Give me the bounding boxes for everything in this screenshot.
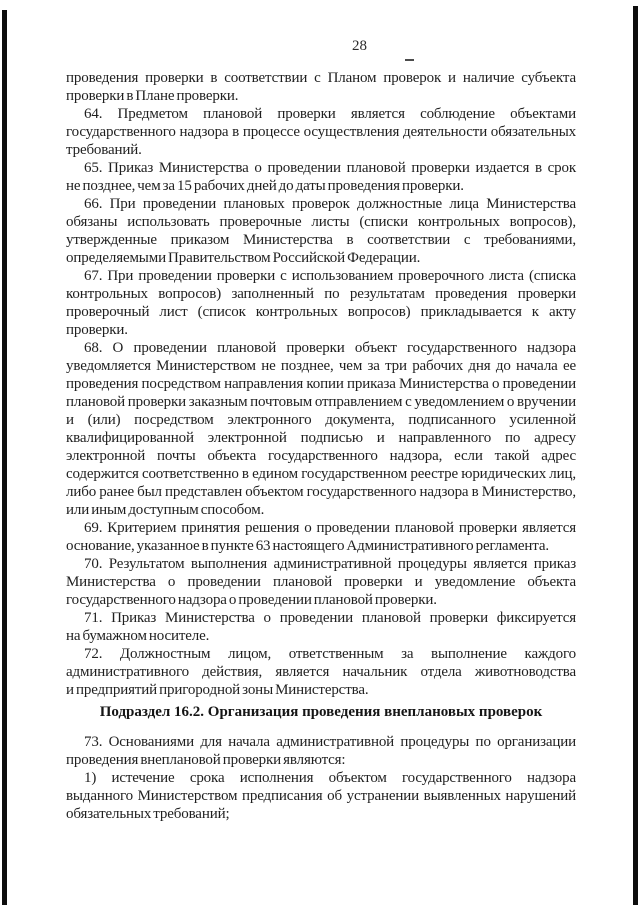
text-line: уведомляется Министерством не позднее, чем за три рабочих дня до начала ее bbox=[66, 358, 576, 374]
text-line: контрольных вопросов) заполненный по результатам проведения проверки bbox=[66, 286, 576, 302]
text-line: и предприятий пригородной зоны Министерства. bbox=[66, 682, 369, 698]
text-line: требований. bbox=[66, 142, 142, 158]
text-line: обязаны использовать проверочные листы (списки контрольных вопросов), bbox=[66, 214, 576, 230]
text-line: и (или) посредством электронного документа, подписанного усиленной bbox=[66, 412, 576, 428]
text-line: 72. Должностным лицом, ответственным за выполнение каждого bbox=[84, 646, 576, 662]
text-line: 65. Приказ Министерства о проведении плановой проверки издается в срок bbox=[84, 160, 576, 176]
text-line: 71. Приказ Министерства о проведении плановой проверки фиксируется bbox=[84, 610, 576, 626]
text-line: выданного Министерством предписания об устранении выявленных нарушений bbox=[66, 788, 576, 804]
text-line: государственного надзора о проведении плановой проверки. bbox=[66, 592, 437, 608]
scan-edge-right bbox=[633, 6, 638, 905]
text-line: проверки в Плане проверки. bbox=[66, 88, 239, 104]
text-line: 64. Предметом плановой проверки является соблюдение объектами bbox=[84, 106, 576, 122]
text-line: обязательных требований; bbox=[66, 806, 230, 822]
text-line: проведения посредством направления копии приказа Министерства о проведении bbox=[66, 376, 576, 392]
text-line: или иным доступным способом. bbox=[66, 502, 265, 518]
text-line: 68. О проведении плановой проверки объект государственного надзора bbox=[84, 340, 576, 356]
text-line: квалифицированной электронной подписью и направленного по адресу bbox=[66, 430, 576, 446]
text-line: 67. При проведении проверки с использованием проверочного листа (списка bbox=[84, 268, 576, 284]
text-line: административного действия, является начальник отдела животноводства bbox=[66, 664, 576, 680]
page-number: 28 bbox=[352, 38, 367, 54]
text-line: 1) истечение срока исполнения объектом государственного надзора bbox=[84, 770, 576, 786]
scan-artifact-dash bbox=[405, 59, 414, 61]
text-line: содержится соответственно в едином государственном реестре юридических лиц, bbox=[66, 466, 576, 482]
text-line: утвержденные приказом Министерства в соответствии с требованиями, bbox=[66, 232, 576, 248]
text-line: 69. Критерием принятия решения о проведении плановой проверки является bbox=[84, 520, 576, 536]
text-line: определяемыми Правительством Российской Федерации. bbox=[66, 250, 421, 266]
text-line: проведения проверки в соответствии с Планом проверок и наличие субъекта bbox=[66, 70, 576, 86]
text-line: Министерства о проведении плановой проверки и уведомление объекта bbox=[66, 574, 576, 590]
scan-edge-left bbox=[2, 10, 7, 905]
document-content bbox=[66, 69, 576, 823]
text-line: либо ранее был представлен объектом государственного надзора в Министерство, bbox=[66, 484, 576, 500]
text-line: проведения внеплановой проверки являются: bbox=[66, 752, 346, 768]
text-line: государственного надзора в процессе осуществления деятельности обязательных bbox=[66, 124, 576, 140]
text-line: проверки. bbox=[66, 322, 128, 338]
text-line: электронной почты объекта государственного надзора, если такой адрес bbox=[66, 448, 576, 464]
text-line: 66. При проведении плановых проверок должностные лица Министерства bbox=[84, 196, 576, 212]
text-line: не позднее, чем за 15 рабочих дней до даты проведения проверки. bbox=[66, 178, 464, 194]
text-line: 70. Результатом выполнения административной процедуры является приказ bbox=[84, 556, 576, 572]
text-line: на бумажном носителе. bbox=[66, 628, 210, 644]
text-line: 73. Основаниями для начала административной процедуры по организации bbox=[84, 734, 576, 750]
text-line: основание, указанное в пункте 63 настоящего Административного регламента. bbox=[66, 538, 549, 554]
text-line: плановой проверки заказным почтовым отправлением с уведомлением о вручении bbox=[66, 394, 576, 410]
text-line: проверочный лист (список контрольных вопросов) прикладывается к акту bbox=[66, 304, 576, 320]
section-heading: Подраздел 16.2. Организация проведения внеплановых проверок bbox=[99, 704, 543, 720]
